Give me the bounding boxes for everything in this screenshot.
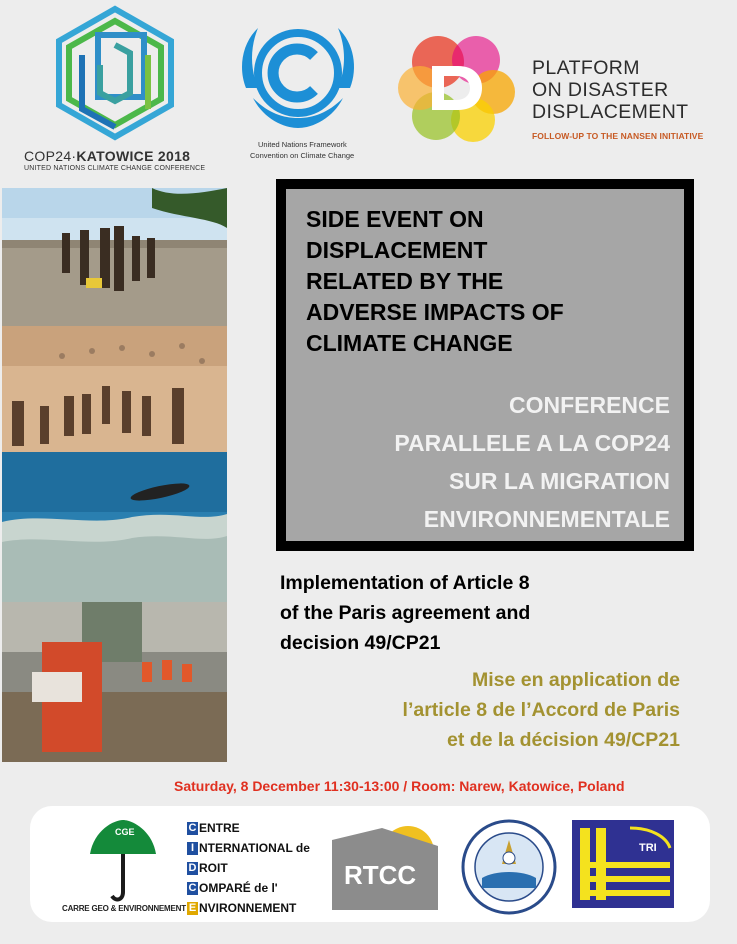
cidce-initial: C [188, 822, 197, 835]
cidce-word: ENTRE [199, 821, 240, 835]
unfccc-logo-icon [228, 18, 368, 143]
event-title-line: SIDE EVENT ON [306, 206, 484, 232]
pdd-title-line1: PLATFORM [532, 57, 640, 79]
pdd-title-line2: ON DISASTER [532, 79, 669, 101]
cop24-city: KATOWICE 2018 [76, 148, 191, 164]
cidce-initial: I [187, 842, 198, 855]
cidce-word: NTERNATIONAL de [199, 841, 310, 855]
event-title-line: ADVERSE IMPACTS OF [306, 299, 564, 325]
coral-diver-photo [2, 452, 227, 602]
cge-caption: CARRE GEO & ENVIRONNEMENT [62, 904, 186, 913]
event-title-line: RELATED BY THE [306, 268, 504, 294]
cidce-row [187, 878, 310, 898]
event-title-english [306, 204, 686, 359]
rtcc-label: RTCC [344, 860, 417, 890]
pdd-title [532, 57, 689, 123]
tri-label: TRI [639, 842, 657, 854]
unfccc-caption-line1: United Nations Framework [258, 140, 347, 149]
pdd-title-line3: DISPLACEMENT [532, 101, 689, 123]
cidce-row [187, 898, 310, 918]
implementation-english [280, 568, 700, 658]
seal-icon [460, 818, 558, 916]
cidce-word: ROIT [199, 861, 228, 875]
implementation-line: of the Paris agreement and [280, 602, 531, 624]
implementation-fr-line: et de la décision 49/CP21 [446, 729, 680, 751]
pdd-subtitle: FOLLOW-UP TO THE NANSEN INITIATIVE [532, 131, 704, 141]
event-date-location: Saturday, 8 December 11:30-13:00 / Room: Narew, Katowice, Poland [174, 778, 625, 794]
implementation-fr-line: l’article 8 de l’Accord de Paris [402, 699, 680, 721]
rtcc-logo-icon [326, 820, 444, 916]
event-title-french [300, 386, 670, 538]
event-title-fr-line: PARALLELE A LA COP24 [394, 430, 670, 456]
flood-walkers-photo [2, 188, 227, 326]
cop24-subtitle: UNITED NATIONS CLIMATE CHANGE CONFERENCE [24, 165, 206, 172]
cidce-initial: C [188, 882, 197, 895]
cidce-initial: E [188, 902, 197, 915]
pdd-logo-icon [398, 32, 516, 144]
flood-rescue-photo [2, 602, 227, 762]
implementation-line: decision 49/CP21 [280, 632, 441, 654]
implementation-line: Implementation of Article 8 [280, 572, 530, 594]
cidce-row [187, 858, 310, 878]
cidce-word: OMPARÉ de l' [199, 881, 278, 895]
cop24-caption: COP24·KATOWICE 2018 [24, 148, 191, 164]
cidce-row [187, 818, 310, 838]
event-title-fr-line: ENVIRONNEMENTALE [423, 506, 670, 532]
cop24-prefix: COP24 [24, 148, 72, 164]
event-title-fr-line: CONFERENCE [508, 392, 670, 418]
unfccc-caption-line2: Convention on Climate Change [250, 151, 355, 160]
event-title-line: CLIMATE CHANGE [306, 330, 513, 356]
tri-logo-icon [570, 818, 676, 910]
desert-migrants-photo [2, 326, 227, 452]
cidce-word: NVIRONNEMENT [199, 901, 297, 915]
event-title-line: DISPLACEMENT [306, 237, 488, 263]
cidce-row [187, 838, 310, 858]
implementation-fr-line: Mise en application de [471, 669, 680, 691]
cidce-initial: D [188, 862, 197, 875]
cge-label: CGE [115, 827, 135, 837]
cidce-logo [187, 818, 310, 918]
implementation-french [280, 665, 680, 755]
event-title-fr-line: SUR LA MIGRATION [448, 468, 670, 494]
